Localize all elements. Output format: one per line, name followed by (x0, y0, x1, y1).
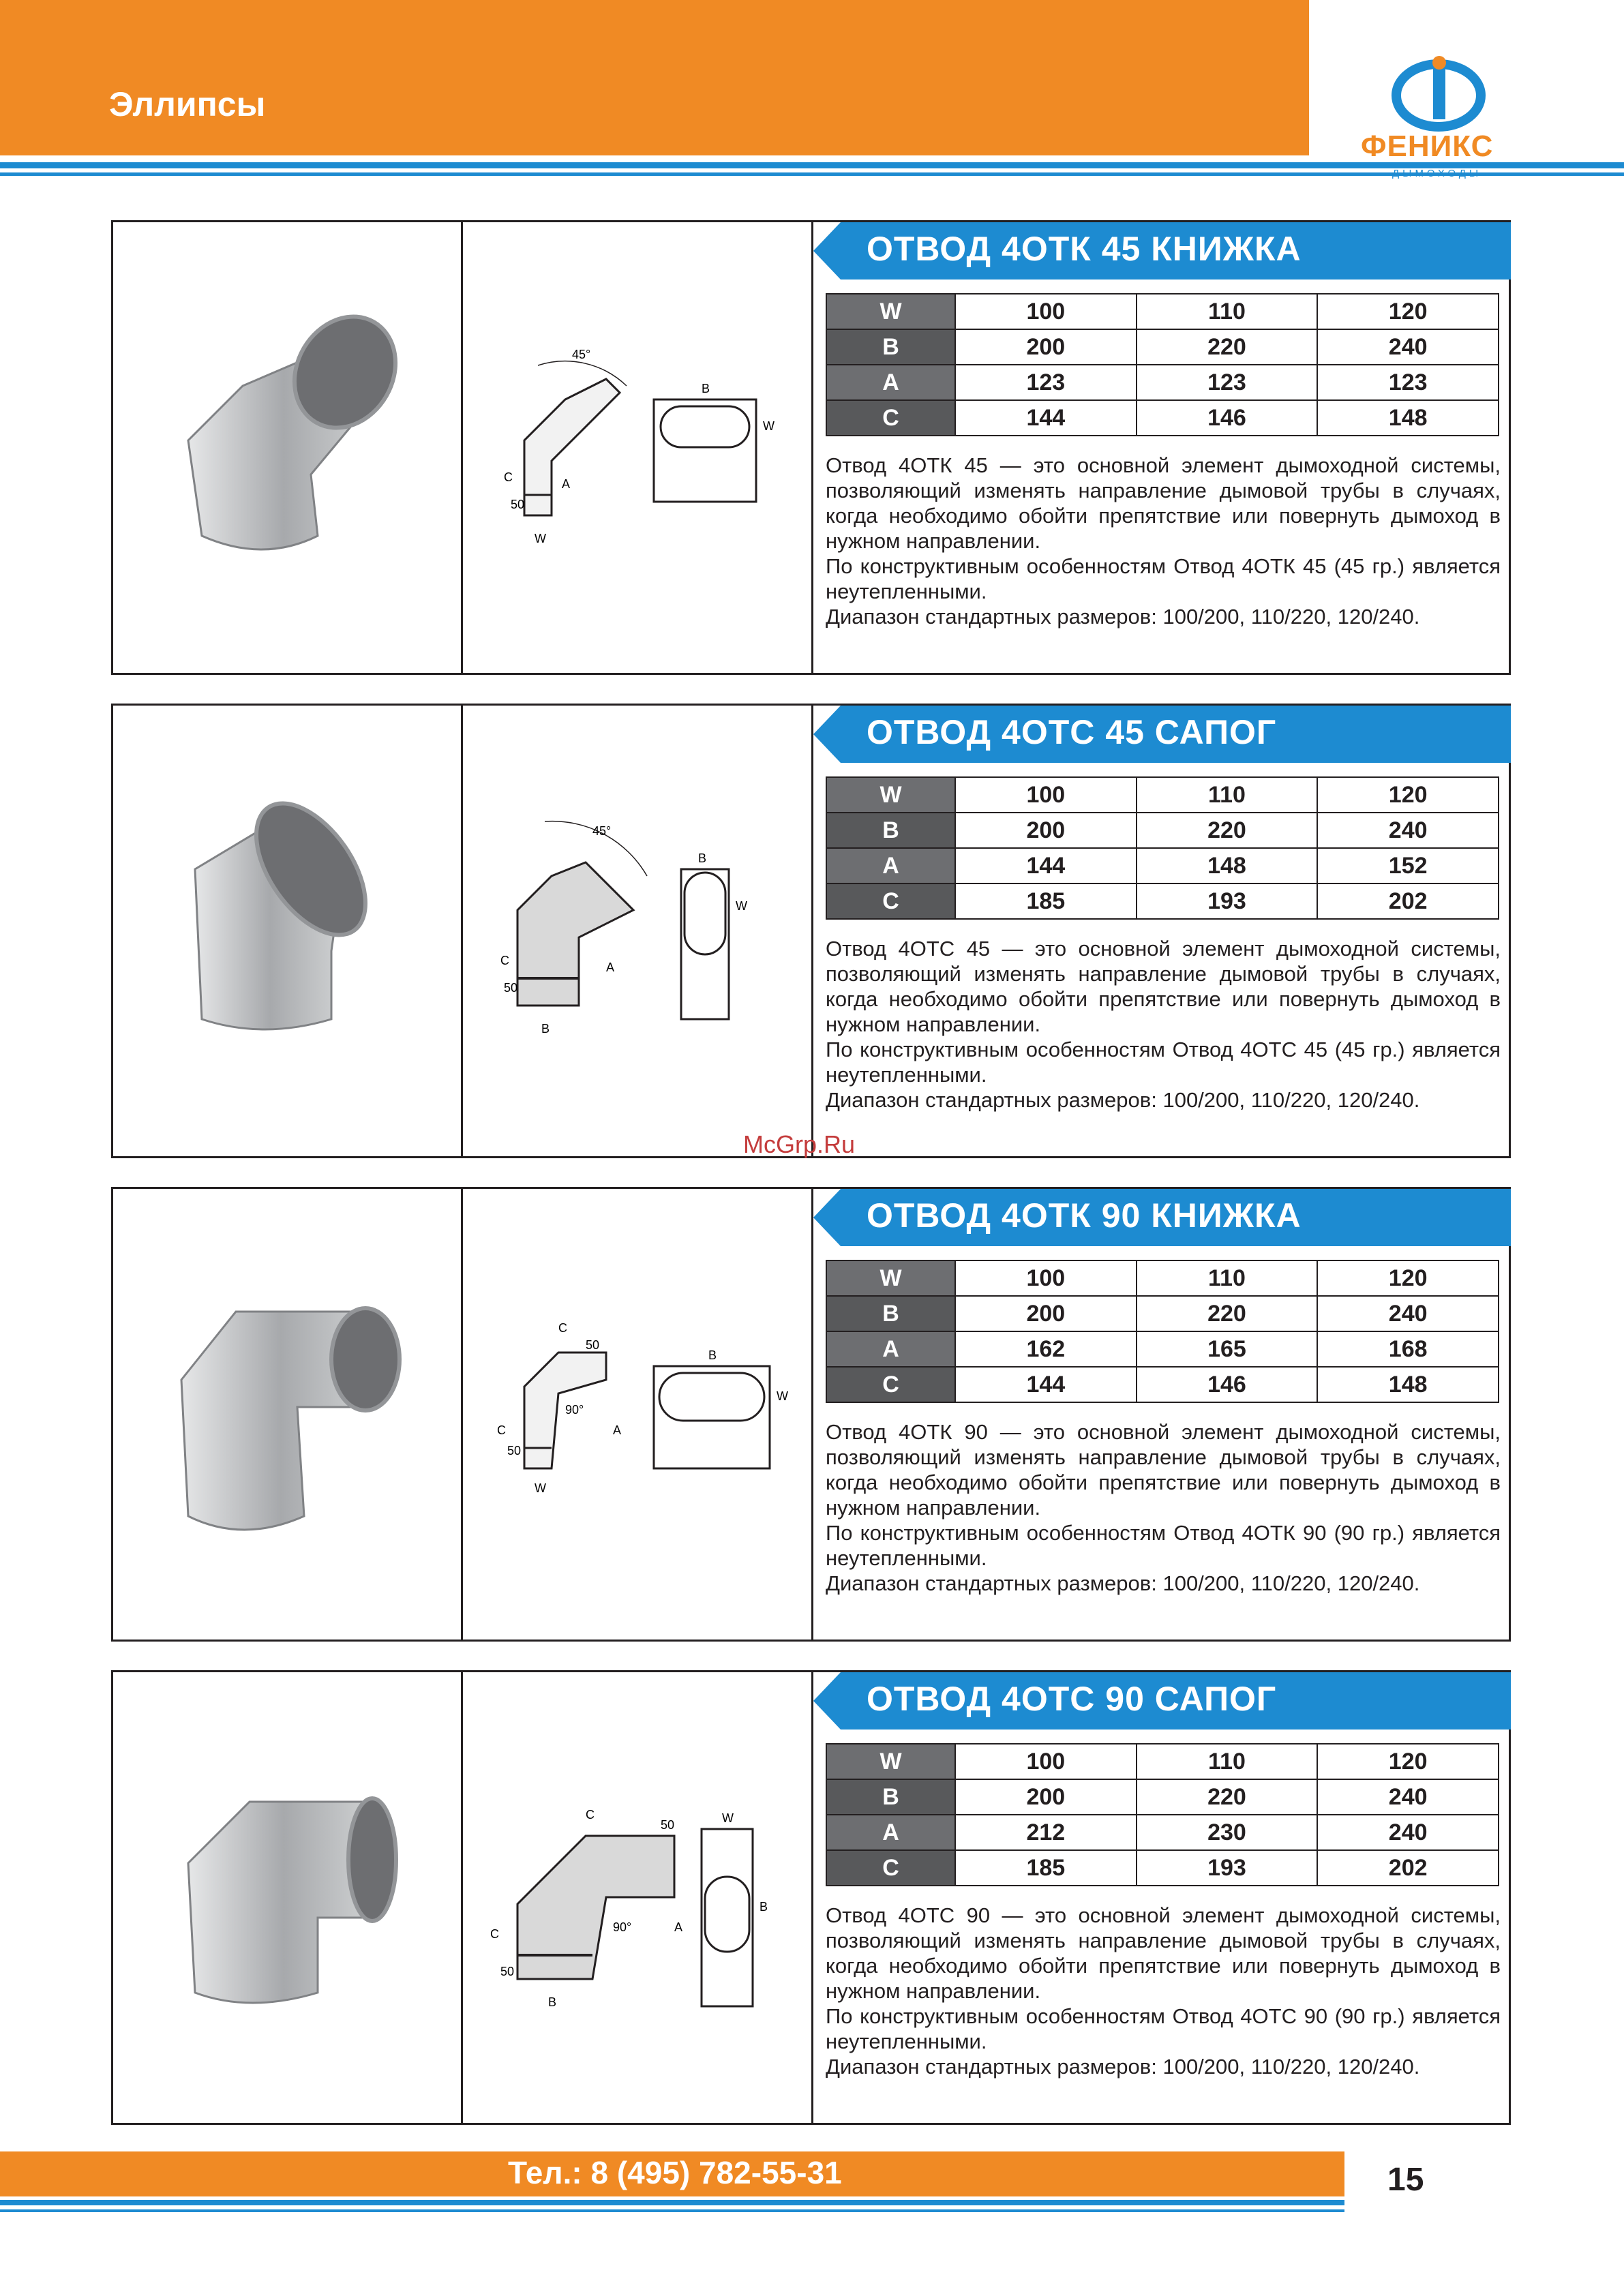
dim-b-label: B (708, 1348, 717, 1362)
footer-rule-thin (0, 2209, 1344, 2212)
dim-a-label: A (674, 1920, 683, 1934)
header-bar (0, 0, 1309, 155)
dim-c-label: C (504, 470, 513, 484)
product-block (111, 1670, 1511, 2125)
table-row: A 123 123 123 (826, 365, 1499, 400)
product-info-cell (813, 1672, 1511, 2123)
product-title-banner (813, 706, 1511, 763)
table-row: B 200 220 240 (826, 1779, 1499, 1815)
table-row: B 200 220 240 (826, 1296, 1499, 1331)
product-description: Отвод 4ОТС 90 — это основной элемент дымоходной системы, позволяющий изменять направление дымовой трубы в случаях, когда необходимо обойти препятствие или повернуть дымоход в нужном направлении. По конструктивным особенностям Отвод 4ОТС 90 (90 гр.) является неутепленными. Диапазон стандартных размеров: 100/200, 110/220, 120/240. (826, 1903, 1501, 2079)
dim-w-label: W (535, 532, 546, 545)
technical-drawing (470, 290, 804, 597)
dim-b-label: B (548, 1995, 557, 2009)
product-photo-cell (113, 1672, 463, 2123)
product-block (111, 1187, 1511, 1642)
table-row: A 144 148 152 (826, 848, 1499, 883)
dim-50-label: 50 (504, 981, 518, 995)
spec-table (826, 776, 1499, 920)
phoenix-logo-icon (1357, 48, 1534, 184)
page-number: 15 (1387, 2162, 1424, 2198)
dim-w-label: B (698, 851, 707, 865)
table-row: W 100 110 120 (826, 777, 1499, 813)
watermark: McGrp.Ru (743, 1130, 856, 1158)
product-description: Отвод 4ОТС 45 — это основной элемент дымоходной системы, позволяющий изменять направление дымовой трубы в случаях, когда необходимо обойти препятствие или повернуть дымоход в нужном направлении. По конструктивным особенностям Отвод 4ОТС 45 (45 гр.) является неутепленными. Диапазон стандартных размеров: 100/200, 110/220, 120/240. (826, 937, 1501, 1112)
table-row: C 185 193 202 (826, 1850, 1499, 1886)
angle-label: 45° (572, 348, 591, 361)
table-row: W 100 110 120 (826, 1744, 1499, 1779)
dim-a-label: A (613, 1423, 622, 1437)
dim-a-label: A (562, 477, 571, 491)
dim-c-side-label: C (497, 1423, 506, 1437)
product-info-cell (813, 706, 1511, 1156)
angle-label: 90° (565, 1403, 584, 1417)
dim-a-label: A (606, 961, 615, 974)
spec-table (826, 1260, 1499, 1403)
table-row: B 200 220 240 (826, 813, 1499, 848)
dim-c-label: C (586, 1808, 595, 1822)
table-row: C 144 146 148 (826, 1367, 1499, 1402)
table-row: W 100 110 120 (826, 294, 1499, 329)
dim-c-side-label: C (490, 1927, 499, 1941)
dim-c-label: C (558, 1321, 567, 1335)
technical-drawing-cell (463, 1189, 813, 1640)
spec-table (826, 293, 1499, 436)
dim-w-label: W (535, 1481, 546, 1495)
dim-50-top-label: 50 (586, 1338, 600, 1352)
logo-subtitle: ДЫМОХОДЫ (1392, 168, 1482, 179)
technical-drawing-cell (463, 222, 813, 673)
product-title: ОТВОД 4ОТК 45 КНИЖКА (867, 230, 1302, 268)
technical-drawing (470, 1740, 804, 2047)
table-row: W 100 110 120 (826, 1260, 1499, 1296)
product-title-banner (813, 1189, 1511, 1246)
spec-table (826, 1743, 1499, 1886)
product-photo-cell (113, 706, 463, 1156)
product-description: Отвод 4ОТК 90 — это основной элемент дымоходной системы, позволяющий изменять направление дымовой трубы в случаях, когда необходимо обойти препятствие или повернуть дымоход в нужном направлении. По конструктивным особенностям Отвод 4ОТК 90 (90 гр.) является неутепленными. Диапазон стандартных размеров: 100/200, 110/220, 120/240. (826, 1420, 1501, 1595)
dim-w2-label: W (763, 419, 775, 433)
dim-w2-label: B (760, 1900, 768, 1914)
product-block (111, 704, 1511, 1158)
technical-drawing-cell (463, 706, 813, 1156)
elbow-photo-icon (161, 304, 434, 590)
elbow-photo-icon (161, 1754, 434, 2040)
product-title-banner (813, 222, 1511, 280)
product-title: ОТВОД 4ОТС 45 САПОГ (867, 713, 1277, 751)
technical-drawing-cell (463, 1672, 813, 2123)
footer-phone: Тел.: 8 (495) 782-55-31 (508, 2155, 842, 2190)
product-description: Отвод 4ОТК 45 — это основной элемент дымоходной системы, позволяющий изменять направление дымовой трубы в случаях, когда необходимо обойти препятствие или повернуть дымоход в нужном направлении. По конструктивным особенностям Отвод 4ОТК 45 (45 гр.) является неутепленными. Диапазон стандартных размеров: 100/200, 110/220, 120/240. (826, 453, 1501, 629)
product-info-cell (813, 222, 1511, 673)
technical-drawing (470, 1257, 804, 1564)
dim-50-label: 50 (507, 1444, 522, 1457)
table-row: C 144 146 148 (826, 400, 1499, 436)
product-title: ОТВОД 4ОТС 90 САПОГ (867, 1680, 1277, 1718)
product-block (111, 220, 1511, 675)
product-photo-cell (113, 1189, 463, 1640)
dim-50-label: 50 (511, 498, 525, 511)
dim-w2-label: W (777, 1389, 788, 1403)
product-title: ОТВОД 4ОТК 90 КНИЖКА (867, 1196, 1302, 1235)
angle-label: 45° (592, 824, 612, 838)
dim-b-label: B (702, 382, 710, 395)
dim-c-label: C (500, 954, 509, 967)
elbow-photo-icon (161, 787, 434, 1074)
product-photo-cell (113, 222, 463, 673)
table-row: A 212 230 240 (826, 1815, 1499, 1850)
dim-w-label: W (722, 1811, 734, 1825)
elbow-photo-icon (161, 1271, 434, 1557)
dim-b-label: B (541, 1022, 550, 1036)
logo-wordmark: ФЕНИКС (1361, 130, 1494, 163)
angle-label: 90° (613, 1920, 632, 1934)
dim-50-top-label: 50 (661, 1818, 675, 1832)
dim-50-label: 50 (500, 1965, 515, 1978)
product-title-banner (813, 1672, 1511, 1729)
dim-w2-label: W (736, 899, 747, 913)
footer-rule (0, 2200, 1344, 2205)
table-row: C 185 193 202 (826, 883, 1499, 919)
table-row: A 162 165 168 (826, 1331, 1499, 1367)
section-title: Эллипсы (109, 85, 266, 123)
product-info-cell (813, 1189, 1511, 1640)
table-row: B 200 220 240 (826, 329, 1499, 365)
technical-drawing (470, 774, 804, 1081)
